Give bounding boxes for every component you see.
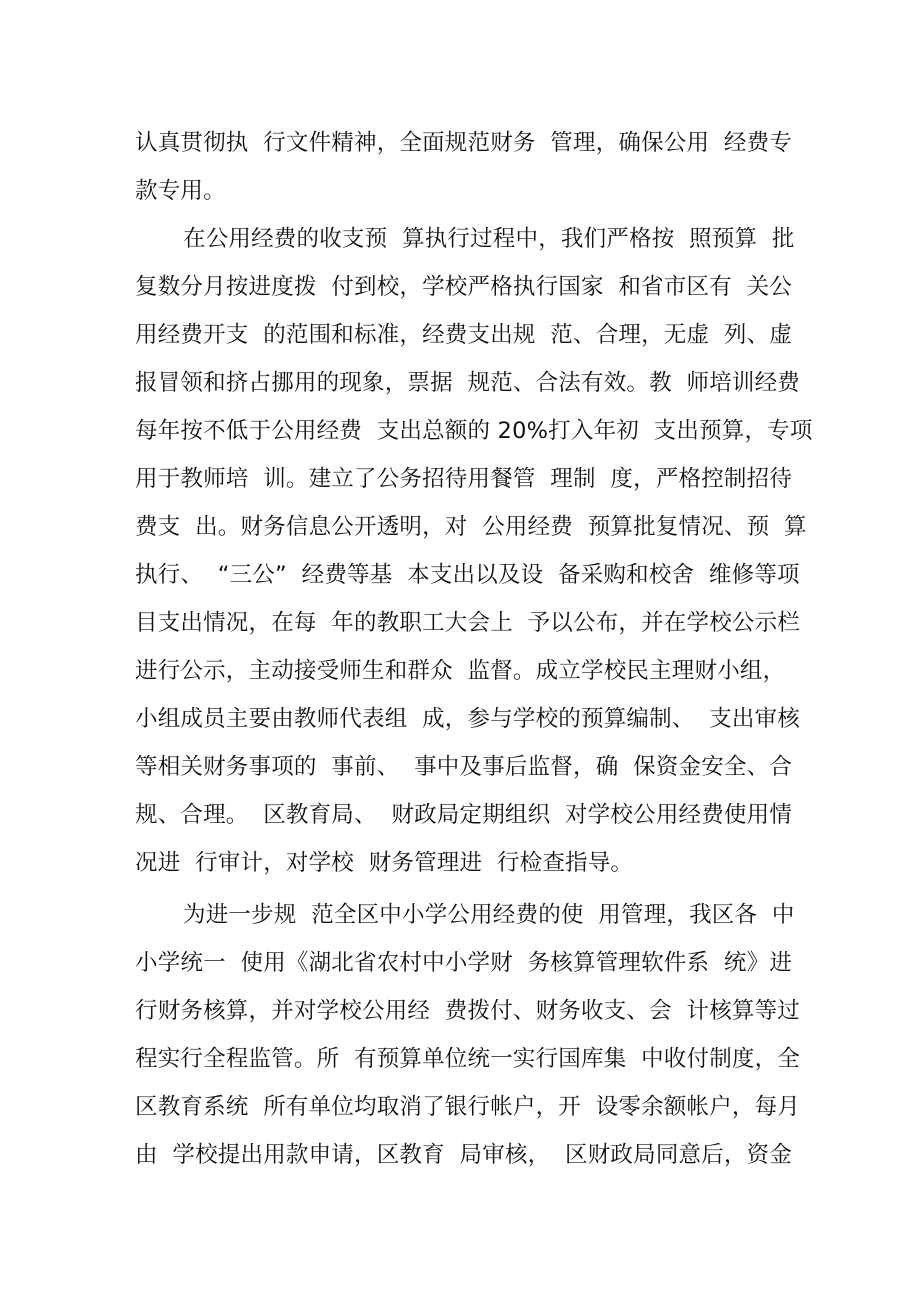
paragraph-2-line-10: 进行公示，主动接受师生和群众 监督。成立学校民主理财小组，: [135, 658, 786, 684]
paragraph-2-line-7: 费支 出。财务信息公开透明，对 公用经费 预算批复情况、预 算: [135, 514, 807, 540]
paragraph-2-line-6: 用于教师培 训。建立了公务招待用餐管 理制 度，严格控制招待: [135, 466, 793, 492]
paragraph-3-line-6: 由 学校提出用款申请，区教育 局审核， 区财政局同意后，资金: [135, 1142, 793, 1168]
paragraph-2-line-11: 小组成员主要由教师代表组 成，参与学校的预算编制、 支出审核: [135, 706, 801, 732]
paragraph-2-line-2: 复数分月按进度拨 付到校，学校严格执行国家 和省市区有 关公: [135, 274, 793, 300]
paragraph-3-line-4: 程实行全程监管。所 有预算单位统一实行国库集 中收付制度，全: [135, 1046, 801, 1072]
paragraph-3-line-1: 为进一步规 范全区中小学公用经费的使 用管理，我区各 中: [183, 902, 795, 928]
paragraph-1-line-2: 款专用。: [135, 178, 226, 204]
paragraph-2-line-4: 报冒领和挤占挪用的现象，票据 规范、合法有效。教 师培训经费: [135, 370, 801, 396]
paragraph-2-line-5: 每年按不低于公用经费 支出总额的 20%打入年初 支出预算，专项: [135, 418, 813, 444]
paragraph-2-line-8: 执行、 “三公” 经费等基 本支出以及设 备采购和校舍 维修等项: [135, 562, 800, 588]
paragraph-3-line-5: 区教育系统 所有单位均取消了银行帐户，开 设零余额帐户，每月: [135, 1094, 801, 1120]
paragraph-3-line-2: 小学统一 使用《湖北省农村中小学财 务核算管理软件系 统》进: [135, 950, 793, 976]
paragraph-2-line-9: 目支出情况，在每 年的教职工大会上 予以公布，并在学校公示栏: [135, 610, 801, 636]
paragraph-2-line-12: 等相关财务事项的 事前、 事中及事后监督，确 保资金安全、合: [135, 754, 793, 780]
paragraph-2-line-3: 用经费开支 的范围和标准，经费支出规 范、合理，无虚 列、虚: [135, 322, 793, 348]
paragraph-3-line-3: 行财务核算，并对学校公用经 费拨付、财务收支、会 计核算等过: [135, 998, 801, 1024]
paragraph-1-line-1: 认真贯彻执 行文件精神，全面规范财务 管理，确保公用 经费专: [135, 130, 793, 156]
paragraph-2-line-14: 况进 行审计，对学校 财务管理进 行检查指导。: [135, 850, 634, 876]
paragraph-2-line-1: 在公用经费的收支预 算执行过程中，我们严格按 照预算 批: [183, 226, 795, 252]
paragraph-2-line-13: 规、合理。 区教育局、 财政局定期组织 对学校公用经费使用情: [135, 802, 793, 828]
